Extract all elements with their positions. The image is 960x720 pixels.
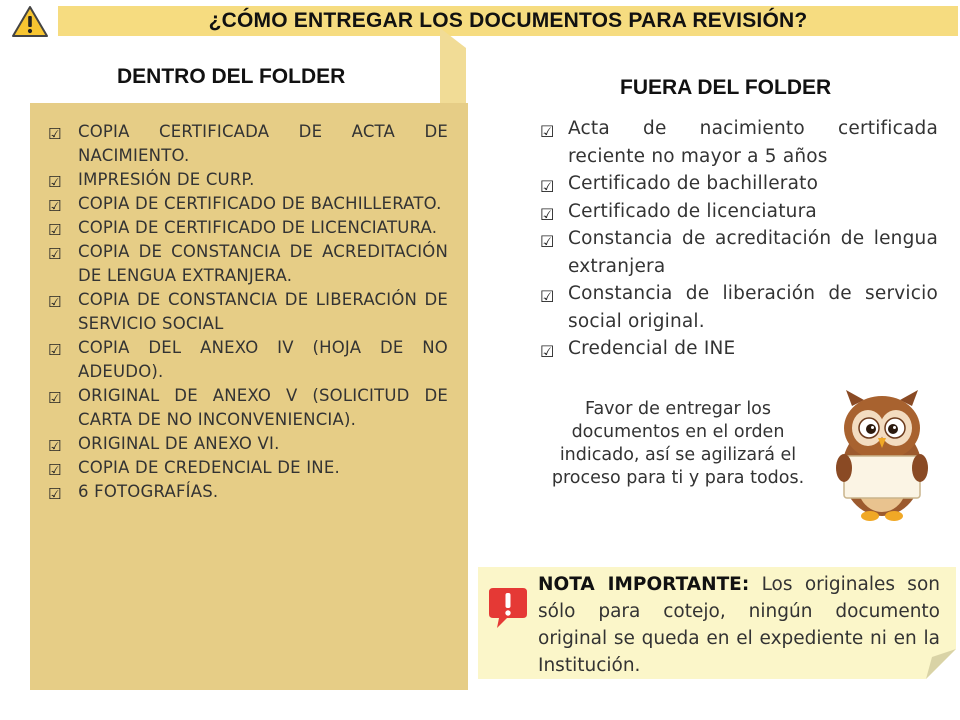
list-item [48,456,448,480]
list-item-label: COPIA DE CERTIFICADO DE LICENCIATURA. [78,218,438,237]
checkbox-checked-icon: ☑ [48,197,62,215]
important-note [478,567,956,679]
note-label: NOTA IMPORTANTE: [538,574,750,595]
checkbox-checked-icon: ☑ [48,221,62,239]
list-item [48,384,448,432]
list-item-label: 6 FOTOGRAFÍAS. [78,482,219,501]
checkbox-checked-icon: ☑ [540,342,555,361]
list-item [48,168,448,192]
checkbox-checked-icon: ☑ [48,125,62,143]
checkbox-checked-icon: ☑ [48,437,62,455]
checkbox-checked-icon: ☑ [540,232,555,251]
list-item-label: Certificado de bachillerato [568,173,819,194]
list-item [48,288,448,336]
checkbox-checked-icon: ☑ [540,177,555,196]
list-item [540,115,938,170]
list-item-label: Acta de nacimiento certificada reciente no mayor a 5 años [568,118,938,167]
checkbox-checked-icon: ☑ [48,389,62,407]
page-title: ¿CÓMO ENTREGAR LOS DOCUMENTOS PARA REVISIÓN? [208,9,808,32]
list-item-label: ORIGINAL DE ANEXO V (SOLICITUD DE CARTA DE NO INCONVENIENCIA). [78,386,448,429]
list-item [48,432,448,456]
checkbox-checked-icon: ☑ [48,293,62,311]
list-item-label: COPIA CERTIFICADA DE ACTA DE NACIMIENTO. [78,122,448,165]
note-body: Los originales son sólo para cotejo, ningún documento original se queda en el expediente ni en la Institución. [538,574,940,676]
list-item-label: COPIA DE CONSTANCIA DE ACREDITACIÓN DE LENGUA EXTRANJERA. [78,242,448,285]
list-item [540,280,938,335]
page-curl-icon [926,649,956,679]
list-item-label: COPIA DE CREDENCIAL DE INE. [78,458,340,477]
list-item [48,192,448,216]
checkbox-checked-icon: ☑ [48,173,62,191]
inside-folder-list [48,120,448,504]
checkbox-checked-icon: ☑ [48,245,62,263]
list-item [540,335,938,363]
list-item [48,480,448,504]
list-item-label: COPIA DEL ANEXO IV (HOJA DE NO ADEUDO). [78,338,448,381]
list-item [48,216,448,240]
list-item-label: IMPRESIÓN DE CURP. [78,170,255,189]
list-item-label: Certificado de licenciatura [568,200,817,222]
list-item [540,225,938,280]
list-item-label: Credencial de INE [568,338,736,359]
list-item-label: Constancia de acreditación de lengua extranjera [568,228,938,277]
list-item [540,198,938,226]
delivery-instructions: Favor de entregar los documentos en el orden indicado, así se agilizará el proceso para ti y para todos. [551,399,805,488]
checkbox-checked-icon: ☑ [540,204,555,224]
list-item [540,170,938,198]
inside-folder-heading: DENTRO DEL FOLDER [117,65,346,88]
note-text [538,571,940,679]
list-item [48,240,448,288]
checkbox-checked-icon: ☑ [540,122,555,141]
list-item-label: COPIA DE CERTIFICADO DE BACHILLERATO. [78,194,442,213]
list-item [48,336,448,384]
list-item-label: Constancia de liberación de servicio social original. [568,283,938,332]
outside-folder-list [540,115,938,363]
list-item-label: ORIGINAL DE ANEXO VI. [78,434,280,453]
alert-exclamation-icon [487,584,529,630]
owl-illustration [832,388,932,528]
outside-folder-heading: FUERA DEL FOLDER [620,76,832,99]
checkbox-checked-icon: ☑ [48,341,62,359]
checkbox-checked-icon: ☑ [48,461,62,479]
list-item-label: COPIA DE CONSTANCIA DE LIBERACIÓN DE SERVICIO SOCIAL [78,290,448,333]
checkbox-checked-icon: ☑ [540,287,555,306]
list-item [48,120,448,168]
checkbox-checked-icon: ☑ [48,485,62,503]
